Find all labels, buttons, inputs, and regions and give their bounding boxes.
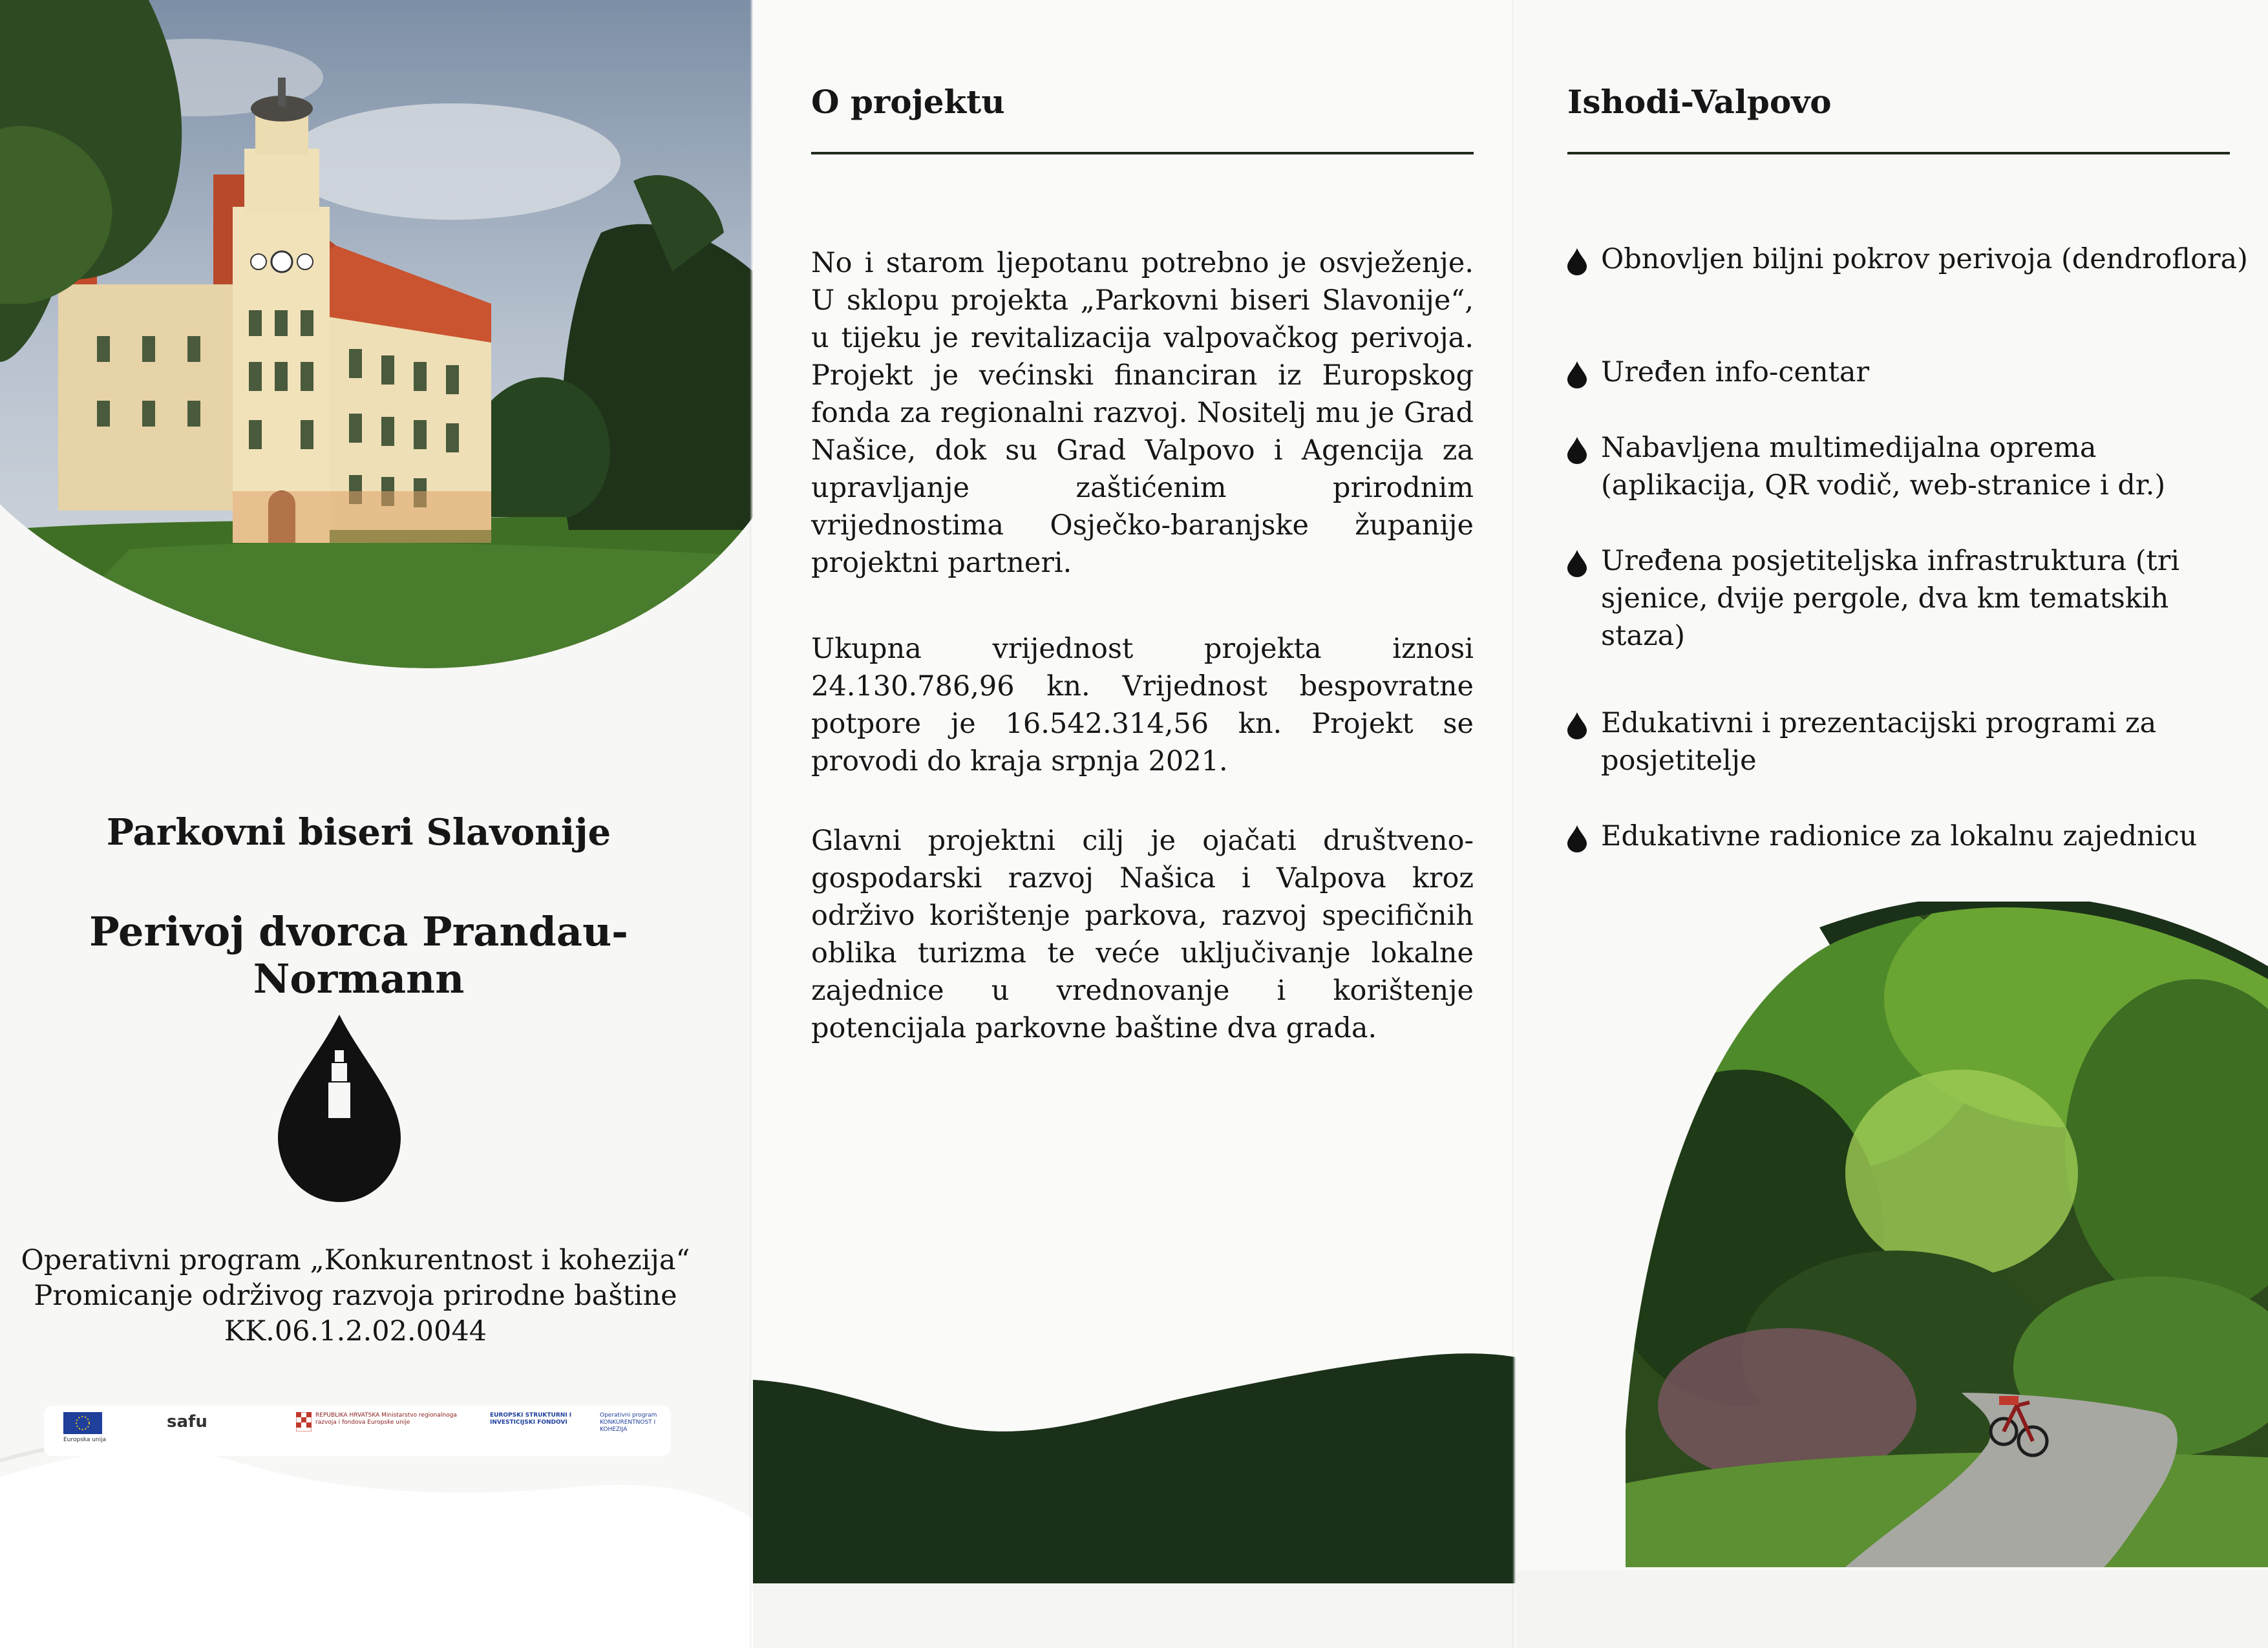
section-heading: Ishodi-Valpovo	[1567, 83, 1832, 121]
esif-logo: EUROPSKI STRUKTURNI I INVESTICIJSKI FONDOVI	[490, 1412, 572, 1426]
outcomes-panel	[1516, 0, 2268, 1648]
paragraph-project-value: Ukupna vrijednost projekta iznosi 24.130.786,96 kn. Vrijednost bespovratne potpore je 16.542.314,56 kn. Projekt se provodi do kraja srpnja 2021.	[811, 633, 1474, 777]
list-item: Uređen info-centar	[1567, 354, 1869, 391]
program-name: Operativni program „Konkurentnost i kohezija“	[21, 1244, 690, 1276]
op-logo: Operativni program KONKURENTNOST I KOHEZIJA	[600, 1412, 657, 1433]
drop-bullet-icon	[1567, 550, 1587, 577]
safu-logo: safu	[167, 1412, 207, 1431]
program-goal: Promicanje održivog razvoja prirodne baštine	[34, 1280, 677, 1312]
drop-bullet-icon	[1567, 361, 1587, 388]
section-heading: O projektu	[811, 83, 1005, 121]
bottom-margin	[1516, 1570, 2268, 1648]
croatian-coat-of-arms-icon	[296, 1412, 312, 1431]
eu-logo: Europska unija	[63, 1412, 134, 1450]
drop-bullet-icon	[1567, 437, 1587, 464]
funding-logos	[44, 1406, 671, 1456]
list-item: Uređena posjetiteljska infrastruktura (tri sjenice, dvije pergole, dva km tematskih staza)	[1567, 542, 2252, 655]
list-item: Nabavljena multimedijalna oprema (aplikacija, QR vodič, web-stranice i dr.)	[1567, 429, 2252, 504]
paragraph-project-intro: No i starom ljepotanu potrebno je osvježenje. U sklopu projekta „Parkovni biseri Slavonije“, u tijeku je revitalizacija valpovačkog perivoja. Projekt je većinski financiran iz Europskog fonda za regionalni razvoj. Nositelj mu je Grad Našice, dok su Grad Valpovo i Agencija za upravljanje zaštićenim prirodnim vrijednostima Osječko-baranjske županije projektni partneri.	[811, 247, 1474, 579]
park-path-photo	[1626, 902, 2268, 1567]
about-panel	[753, 0, 1516, 1648]
castle-photo	[0, 0, 753, 685]
list-item: Edukativni i prezentacijski programi za posjetitelje	[1567, 704, 2252, 779]
bottom-wave	[753, 1325, 1516, 1648]
cover-panel	[0, 0, 753, 1648]
eu-flag-icon	[63, 1412, 102, 1434]
paragraph-project-goal: Glavni projektni cilj je ojačati društveno-gospodarski razvoj Našica i Valpova kroz održivo korištenje parkova, razvoj specifičnih oblika turizma te veće uključivanje lokalne zajednice u vrednovanje i korištenje potencijala parkovne baštine dva grada.	[811, 825, 1474, 1044]
brochure-title: Parkovni biseri Slavonije	[106, 811, 611, 854]
list-item: Edukativne radionice za lokalnu zajednicu	[1567, 818, 2197, 855]
drop-bullet-icon	[1567, 825, 1587, 852]
list-item: Obnovljen biljni pokrov perivoja (dendroflora)	[1567, 240, 2248, 278]
brochure-subtitle: Perivoj dvorca Prandau-Normann	[89, 908, 628, 1002]
drop-with-tower-icon	[278, 1015, 401, 1202]
heading-rule	[811, 152, 1474, 154]
drop-bullet-icon	[1567, 248, 1587, 275]
heading-rule	[1567, 152, 2230, 154]
project-code: KK.06.1.2.02.0044	[224, 1315, 487, 1347]
ministry-logo: REPUBLIKA HRVATSKA Ministarstvo regionalnoga razvoja i fondova Europske unije	[296, 1412, 471, 1450]
drop-bullet-icon	[1567, 712, 1587, 739]
